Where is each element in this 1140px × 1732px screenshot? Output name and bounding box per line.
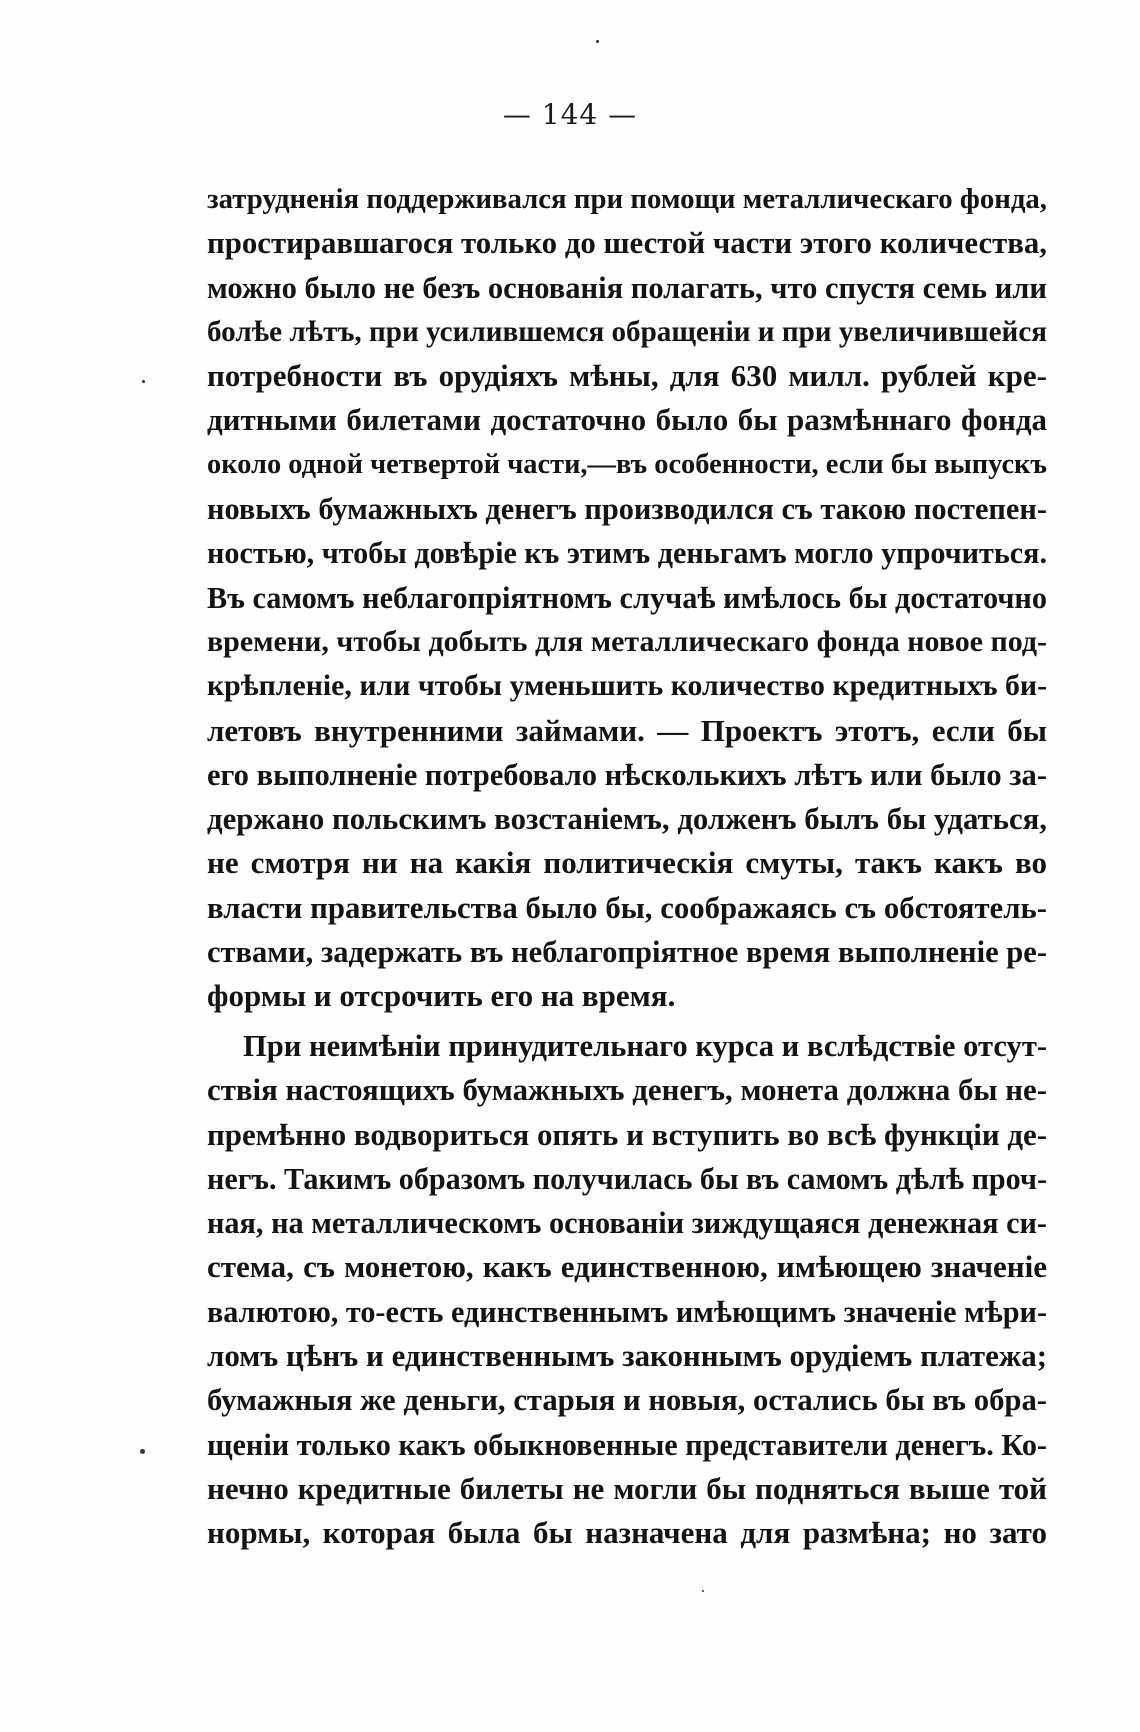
text-line: власти правительства было бы, соображаясь съ обстоятель- [207, 890, 1047, 925]
text-line: летовъ внутренними займами. — Проектъ этотъ, если бы [207, 712, 1047, 748]
text-line: ная, на металлическомъ основаніи зиждущаяся денежная си- [207, 1206, 1047, 1241]
text-line: При неимѣніи принудительнаго курса и вслѣдствіе отсут- [243, 1029, 1047, 1063]
text-line: ломъ цѣнъ и единственнымъ законнымъ орудіемъ платежа; [207, 1338, 1047, 1374]
text-line: Въ самомъ неблагопріятномъ случаѣ имѣлось бы достаточно [207, 580, 1047, 615]
text-line: щеніи только какъ обыкновенные представители денегъ. Ко- [207, 1427, 1047, 1462]
text-line: затрудненія поддерживался при помощи металлическаго фонда, [207, 183, 1047, 215]
text-line: новыхъ бумажныхъ денегъ производился съ такою постепен- [207, 492, 1047, 527]
text-line: валютою, то-есть единственнымъ имѣющимъ значеніе мѣри- [207, 1294, 1047, 1329]
text-line: дитными билетами достаточно было бы размѣннаго фонда [207, 402, 1047, 438]
text-line: болѣе лѣтъ, при усилившемся обращеніи и при увеличившейся [207, 315, 1047, 348]
scan-speck [702, 1590, 704, 1592]
text-line: премѣнно водвориться опять и вступить во всѣ функціи де- [207, 1116, 1047, 1152]
text-line: бумажныя же деньги, старыя и новыя, остались бы въ обра- [207, 1383, 1047, 1418]
paragraph-1 [207, 177, 1047, 1019]
text-line: держано польскимъ возстаніемъ, долженъ былъ бы удаться, [207, 802, 1047, 837]
text-line: стема, съ монетою, какъ единственною, имѣющею значеніе [207, 1249, 1047, 1285]
text-line: негъ. Такимъ образомъ получилась бы въ самомъ дѣлѣ проч- [207, 1161, 1047, 1196]
text-line: можно было не безъ основанія полагать, что спустя семь или [207, 270, 1047, 305]
text-line: нечно кредитные билеты не могли бы подняться выше той [207, 1470, 1047, 1506]
text-line: формы и отсрочить его на время. [207, 978, 676, 1014]
text-line: ствія настоящихъ бумажныхъ денегъ, монета должна бы не- [207, 1073, 1047, 1108]
text-line: простиравшагося только до шестой части этого количества, [207, 226, 1047, 261]
scan-speck [596, 40, 599, 43]
text-line: около одной четвертой части,—въ особенности, если бы выпускъ [207, 448, 1047, 480]
scan-speck [140, 1449, 145, 1454]
page-number: — 144 — [502, 98, 638, 131]
text-line: крѣпленіе, или чтобы уменьшить количество кредитныхъ би- [207, 669, 1047, 703]
text-line: ствами, задержать въ неблагопріятное время выполненіе ре- [207, 935, 1047, 970]
text-line: не смотря ни на какія политическія смуты, такъ какъ во [207, 845, 1047, 881]
scan-speck [142, 380, 145, 383]
text-line: потребности въ орудіяхъ мѣны, для 630 милл. рублей кре- [207, 358, 1047, 394]
text-line: его выполненіе потребовало нѣсколькихъ лѣтъ или было за- [207, 757, 1047, 792]
text-line: времени, чтобы добыть для металлическаго фонда новое под- [207, 624, 1047, 658]
text-line: нормы, которая была бы назначена для размѣна; но зато [207, 1515, 1047, 1551]
paragraph-2 [207, 1024, 1047, 1556]
text-line: ностью, чтобы довѣріе къ этимъ деньгамъ могло упрочиться. [207, 536, 1048, 571]
